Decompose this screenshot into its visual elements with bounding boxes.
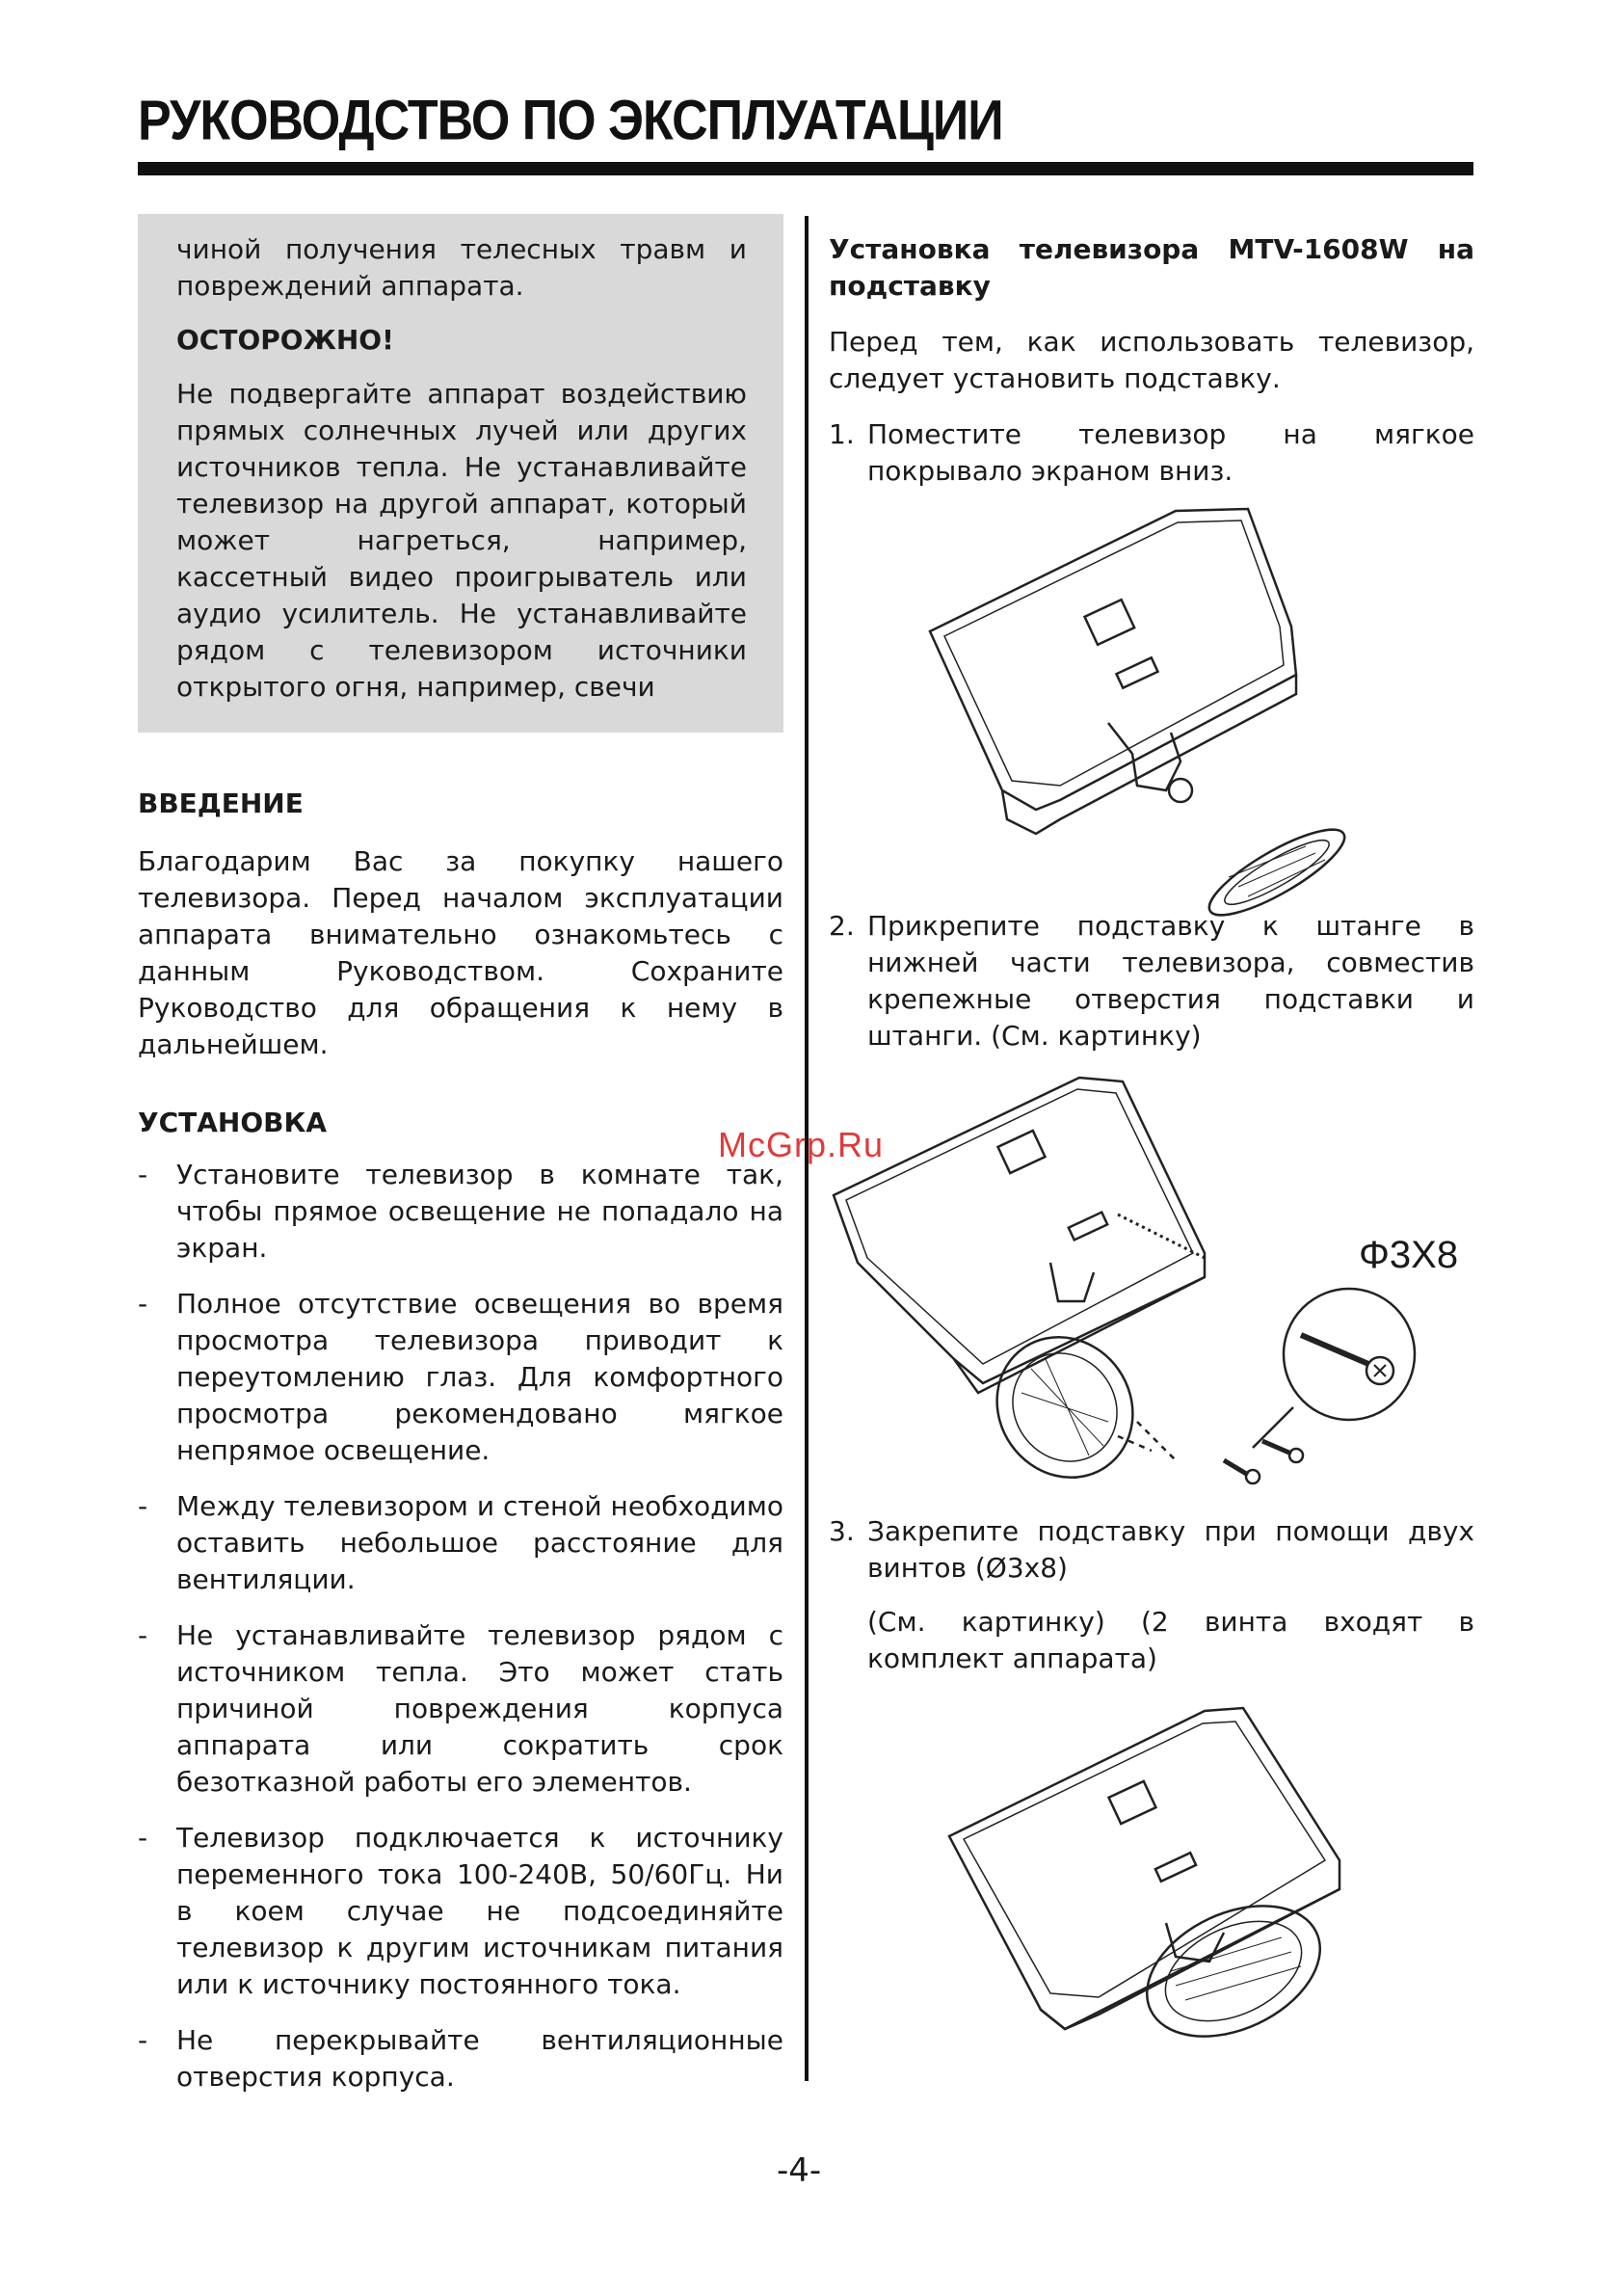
stand-step-3 <box>829 1513 1474 1677</box>
step-1: 1. Поместите телевизор на мягкое покрывало экраном вниз. <box>829 418 1474 487</box>
intro-section <box>138 786 783 1063</box>
step-2: 2. Прикрепите подставку к штанге в нижней части телевизора, совместив крепежные отверстия подставки и штанги. (См. картинку) <box>829 910 1474 1052</box>
stand-step-2 <box>829 908 1474 1055</box>
list-item: - Установите телевизор в комнате так, чтобы прямое освещение не попадало на экран. <box>138 1159 783 1264</box>
page-title: РУКОВОДСТВО ПО ЭКСПЛУАТАЦИИ <box>138 90 1003 153</box>
intro-text: Благодарим Вас за покупку нашего телевизора. Перед началом эксплуатации аппарата внимательно ознакомьтесь с данным Руководством. Сохраните Руководство для обращения к нему в дальнейшем. <box>138 845 783 1060</box>
list-item: - Не устанавливайте телевизор рядом с источником тепла. Это может стать причиной повреждения корпуса аппарата или сократить срок безотказной работы его элементов. <box>138 1619 783 1798</box>
install-section <box>138 1105 783 2115</box>
install-list <box>138 1157 783 2096</box>
list-item: - Между телевизором и стеной необходимо оставить небольшое расстояние для вентиляции. <box>138 1490 783 1595</box>
list-item: - Не перекрывайте вентиляционные отверстия корпуса. <box>138 2024 783 2093</box>
tv-figure-2 <box>829 1070 1233 1494</box>
title-underline <box>138 162 1473 175</box>
stand-section-top <box>829 231 1474 490</box>
tv-figure-3 <box>944 1696 1359 2043</box>
step-3-note: (См. картинку) (2 винта входят в комплект аппарата) <box>867 1606 1474 1674</box>
stand-intro: Перед тем, как использовать телевизор, следует установить подставку. <box>829 326 1474 394</box>
warning-continued-text: чиной получения телесных травм и повреждений аппарата. <box>176 233 747 302</box>
step-3: 3. Закрепите подставку при помощи двух винтов (Ø3x8) <box>829 1515 1474 1584</box>
tv-figure-1 <box>925 501 1378 925</box>
watermark: McGrp.Ru <box>718 1125 885 1164</box>
stand-heading: Установка телевизора MTV-1608W на подставку <box>829 233 1474 302</box>
list-item: - Телевизор подключается к источнику переменного тока 100-240В, 50/60Гц. Ни в коем случае не подсоединяйте телевизор к другим источникам питания или к источнику постоянного тока. <box>138 1822 783 2000</box>
warning-title: ОСТОРОЖНО! <box>176 324 394 356</box>
screw-size-label: Φ3X8 <box>1359 1234 1459 1276</box>
screw-figure <box>1214 1282 1465 1494</box>
list-item: - Полное отсутствие освещения во время просмотра телевизора приводит к переутомлению глаз. Для комфортного просмотра рекомендовано мягкое непрямое освещение. <box>138 1288 783 1466</box>
warning-box <box>138 214 783 733</box>
intro-heading: ВВЕДЕНИЕ <box>138 788 304 819</box>
page-number: -4- <box>777 2151 822 2190</box>
warning-text: Не подвергайте аппарат воздействию прямых солнечных лучей или других источников тепла. Не устанавливайте телевизор на другой аппарат, который может нагреться, например, кассетный видео проигрыватель или аудио усилитель. Не устанавливайте рядом с телевизором источники открытого огня, например, свечи <box>176 378 747 703</box>
install-heading: УСТАНОВКА <box>138 1107 328 1138</box>
